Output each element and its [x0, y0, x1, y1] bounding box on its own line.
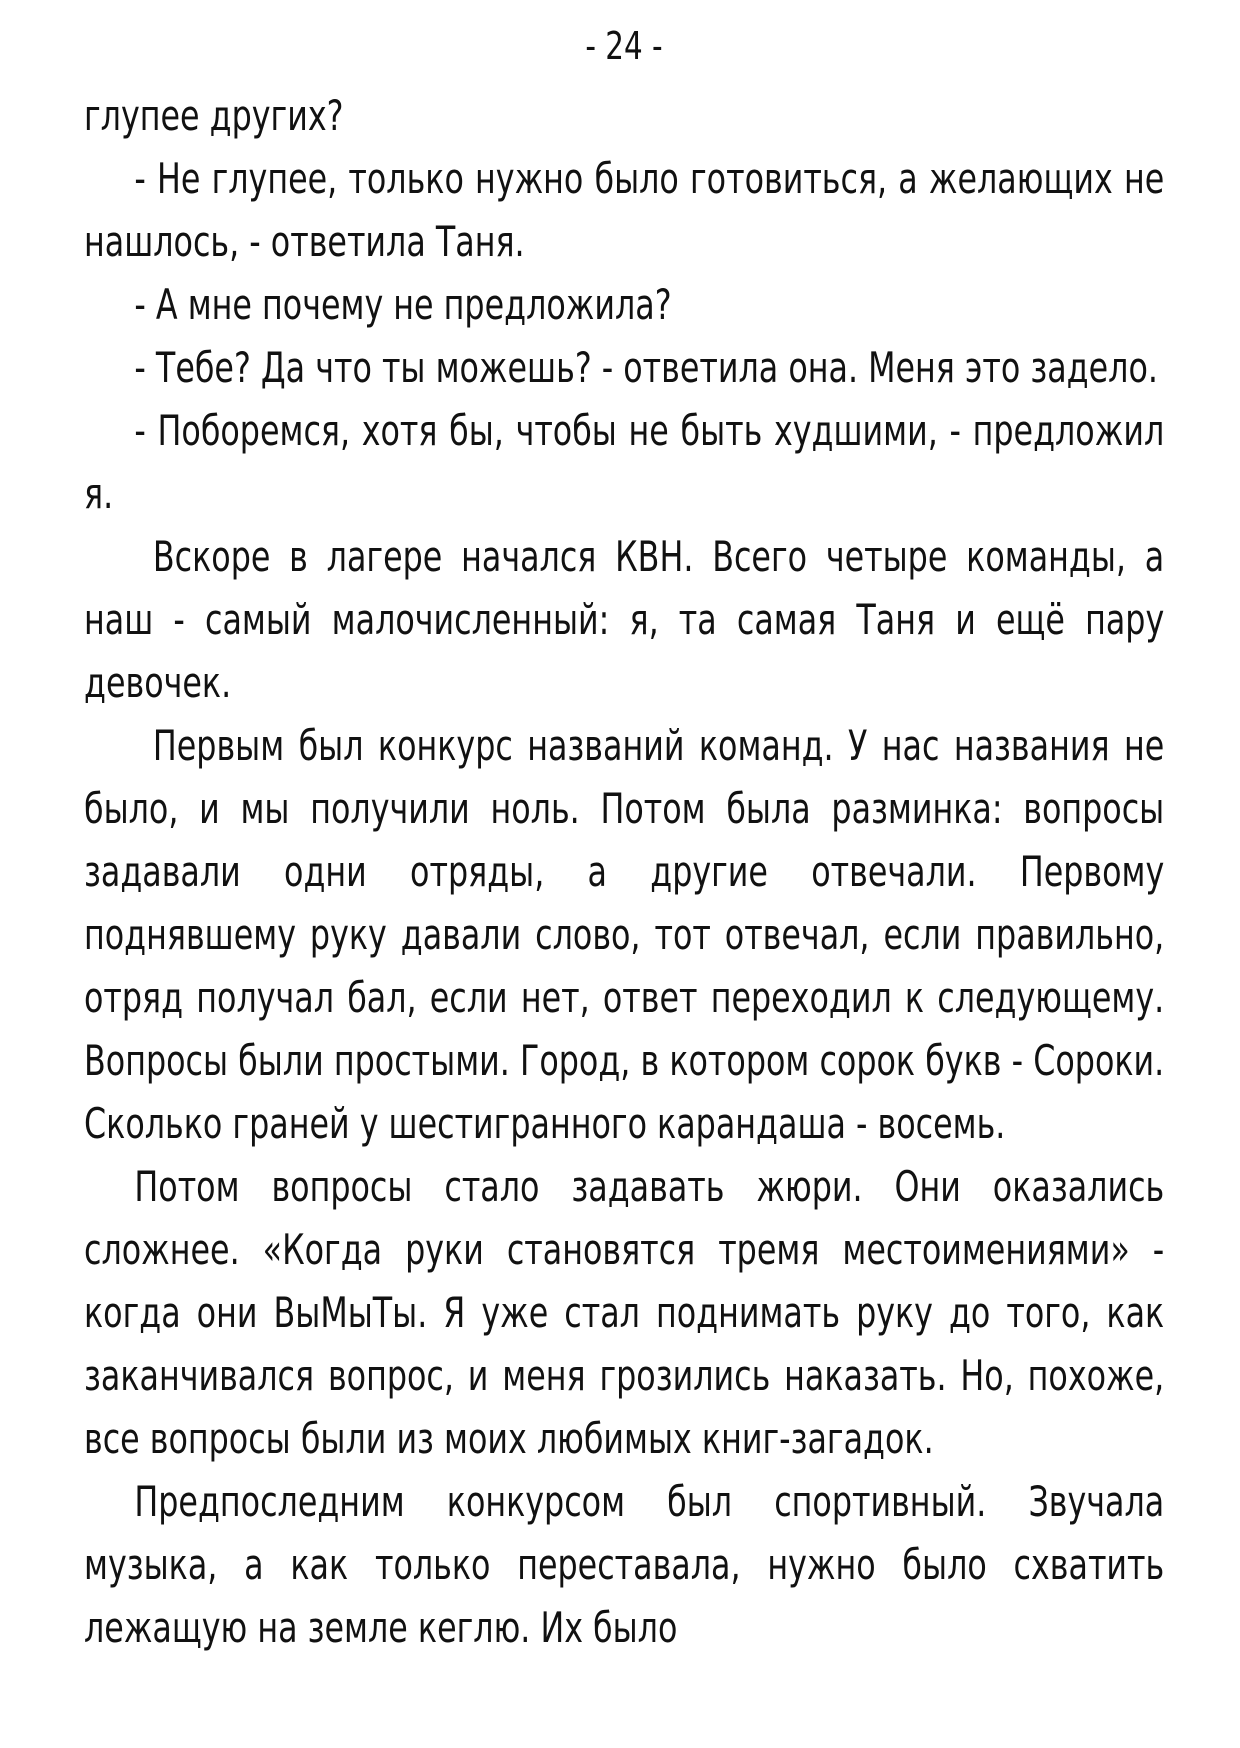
paragraph-5: - Поборемся, хотя бы, чтобы не быть худшими, - предложил я. [84, 406, 1165, 518]
paragraph-4: - Тебе? Да что ты можешь? - ответила она. Меня это задело. [134, 343, 1158, 392]
paragraph-6: Вскоре в лагере начался КВН. Всего четыре команды, а наш - самый малочисленный: я, та самая Таня и ещё пару девочек. [84, 532, 1165, 707]
paragraph-8: Потом вопросы стало задавать жюри. Они оказались сложнее. «Когда руки становятся тремя местоимениями» - когда они ВыМыТы. Я уже стал поднимать руку до того, как заканчивался вопрос, и меня грозились наказать. Но, похоже, все вопросы были из моих любимых книг-загадок. [84, 1162, 1165, 1463]
paragraph-9: Предпоследним конкурсом был спортивный. Звучала музыка, а как только переставала, нужно было схватить лежащую на земле кеглю. Их было [84, 1477, 1165, 1652]
paragraph-2: - Не глупее, только нужно было готовиться, а желающих не нашлось, - ответила Таня. [84, 154, 1165, 266]
book-page [84, 0, 1164, 1659]
page-number: - 24 - [585, 24, 663, 68]
paragraph-7: Первым был конкурс названий команд. У нас названия не было, и мы получили ноль. Потом была разминка: вопросы задавали одни отряды, а другие отвечали. Первому поднявшему руку давали слово, тот отвечал, если правильно, отряд получал бал, если нет, ответ переходил к следующему. Вопросы были простыми. Город, в котором сорок букв - Сороки. Сколько граней у шестигранного карандаша - восемь. [84, 721, 1165, 1148]
paragraph-3: - А мне почему не предложила? [134, 280, 672, 329]
page-body [84, 84, 1164, 1659]
paragraph-1: глупее других? [84, 91, 344, 140]
